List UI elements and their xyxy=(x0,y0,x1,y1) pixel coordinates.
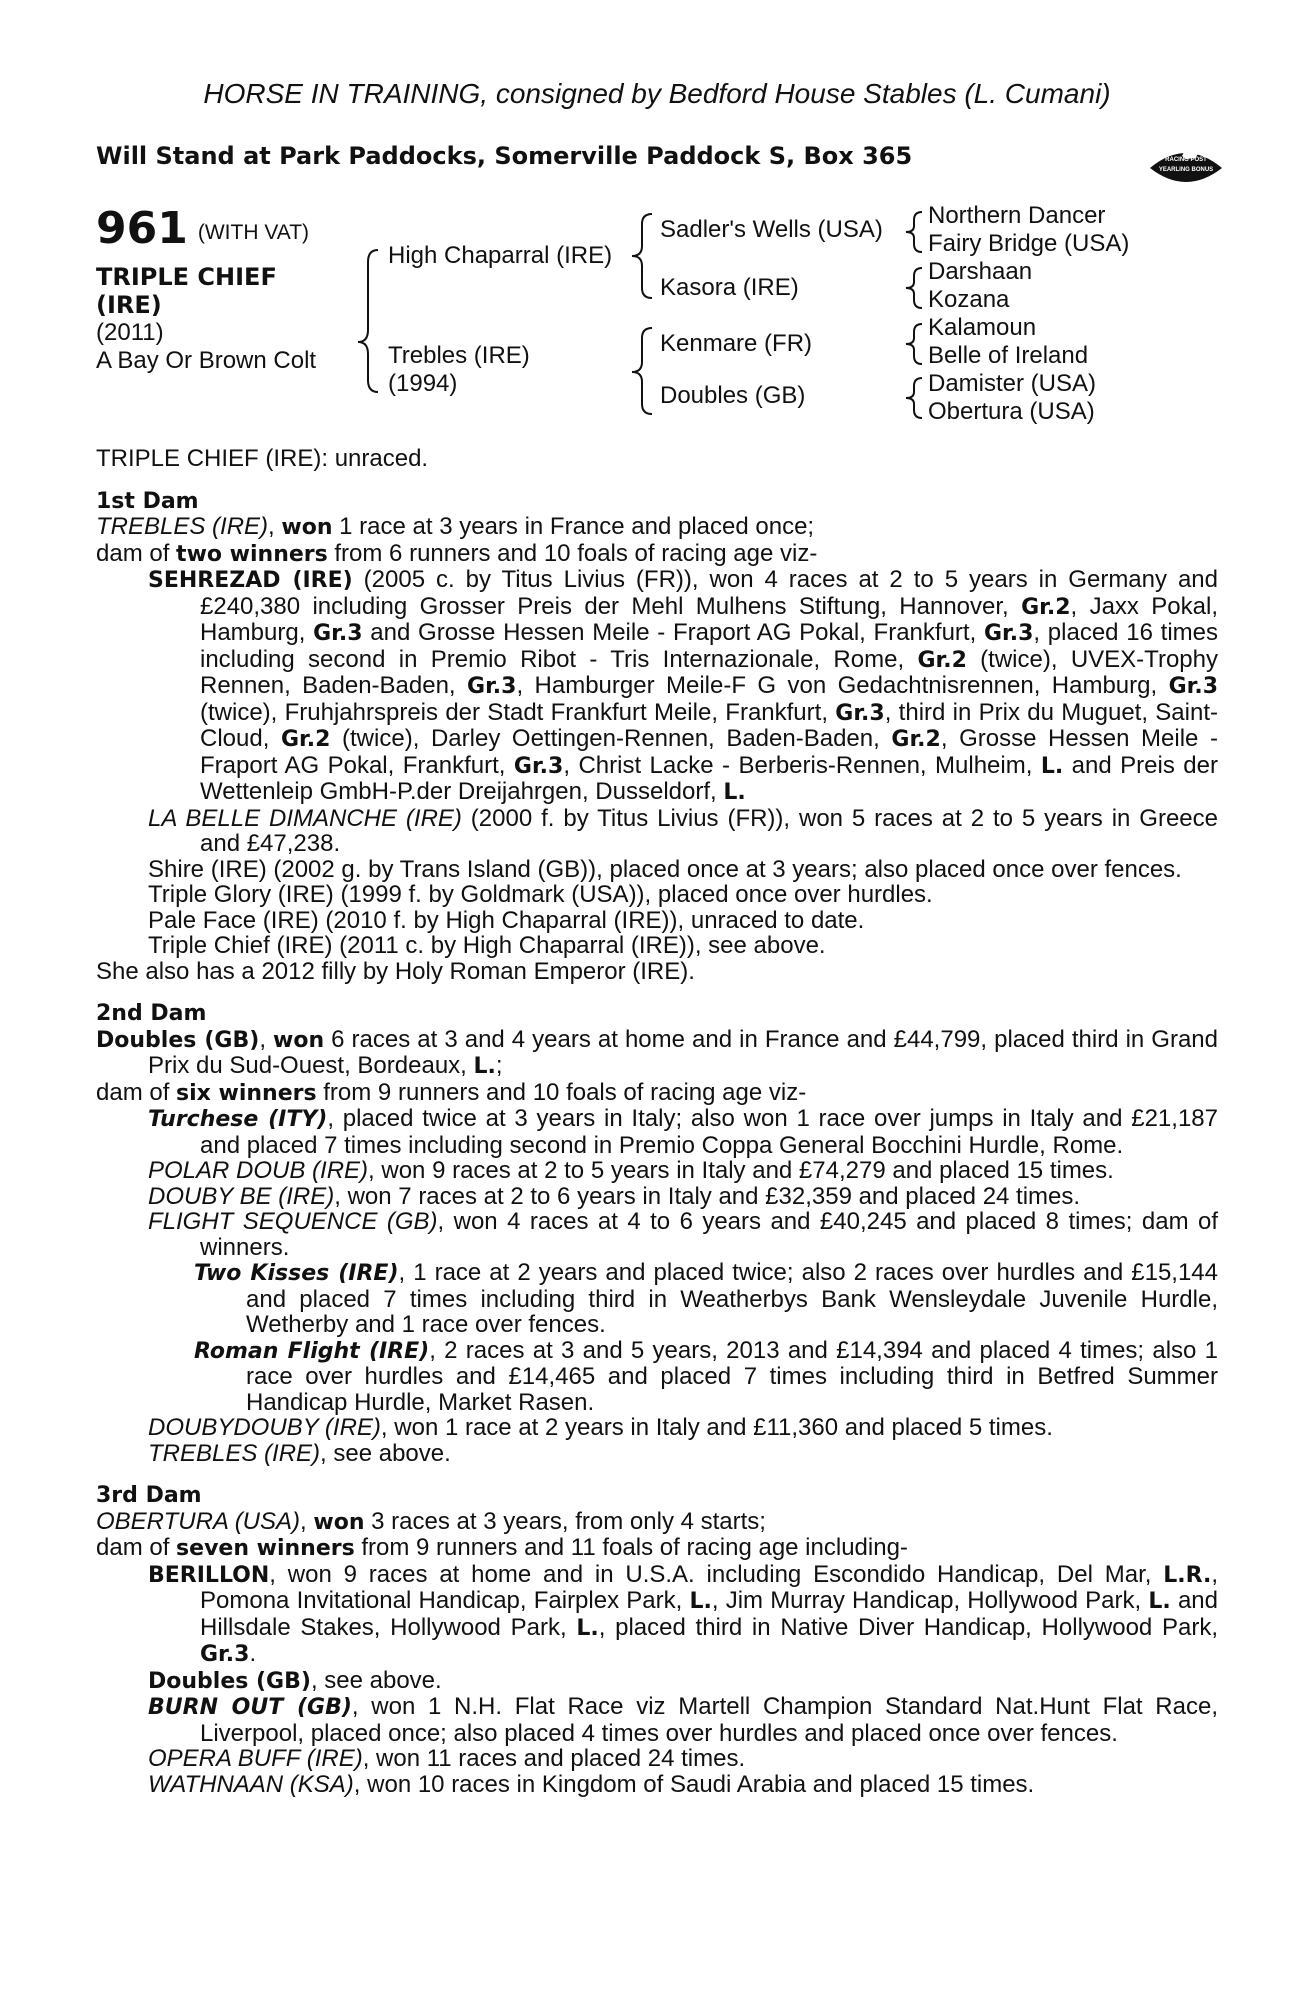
produce-roman-flight: Roman Flight (IRE), 2 races at 3 and 5 years, 2013 and £14,394 and placed 4 times; also 1 race over hurdles and £14,465 and placed 7 times including third in Betfred Summer Handicap Hurdle, Market Rasen. xyxy=(194,1336,1218,1416)
third-dam-heading: 3rd Dam xyxy=(96,1483,202,1508)
produce-flight-sequence: FLIGHT SEQUENCE (GB), won 4 races at 4 to 6 years and £40,245 and placed 8 times; dam of winners. xyxy=(148,1208,1218,1261)
third-dam-name: OBERTURA (USA) xyxy=(96,1507,301,1535)
bracket-g4 xyxy=(906,378,922,418)
produce-douby-be: DOUBY BE (IRE), won 7 races at 2 to 6 years in Italy and £32,359 and placed 24 times. xyxy=(148,1182,1081,1210)
bracket-g1 xyxy=(906,212,922,252)
horse-description: A Bay Or Brown Colt xyxy=(96,347,317,374)
produce-doubydouby: DOUBYDOUBY (IRE), won 1 race at 2 years in Italy and £11,360 and placed 5 times. xyxy=(148,1414,1053,1441)
race-status: TRIPLE CHIEF (IRE): unraced. xyxy=(96,445,429,472)
bracket-sire-dam xyxy=(358,250,378,392)
pedigree-dam-dam: Doubles (GB) xyxy=(660,382,806,409)
produce-opera-buff: OPERA BUFF (IRE), won 11 races and placed 24 times. xyxy=(148,1745,746,1772)
badge-middle-text: YEARLING BONUS xyxy=(1158,167,1214,173)
horse-name-line2: (IRE) xyxy=(96,291,162,319)
bracket-g3 xyxy=(906,324,922,364)
page-title: HORSE IN TRAINING, consigned by Bedford House Stables (L. Cumani) xyxy=(203,78,1111,109)
pedigree-g6: Belle of Ireland xyxy=(928,342,1089,369)
third-dam-produce: dam of seven winners from 9 runners and 11 foals of racing age including- xyxy=(96,1534,908,1561)
first-dam-heading: 1st Dam xyxy=(96,488,199,514)
second-dam-record: Doubles (GB), won 6 races at 3 and 4 years at home and in France and £44,799, placed third in Grand Prix du Sud-Ouest, Bordeaux, L.; xyxy=(96,1025,1219,1079)
bracket-dam xyxy=(632,328,652,414)
pedigree-g8: Obertura (USA) xyxy=(928,398,1095,425)
produce-la-belle-dimanche: LA BELLE DIMANCHE (IRE) (2000 f. by Titus Livius (FR)), won 5 races at 2 to 5 years in Greece and £47,238. xyxy=(148,804,1219,857)
race-record-text xyxy=(96,446,1218,1797)
produce-trebles: TREBLES (IRE), see above. xyxy=(148,1439,451,1467)
first-dam-winners: two winners xyxy=(176,541,328,567)
pedigree-brackets xyxy=(0,0,1314,440)
third-dam-record: OBERTURA (USA), won 3 races at 3 years, from only 4 starts; xyxy=(96,1507,766,1535)
pedigree-sire-dam: Kasora (IRE) xyxy=(660,274,799,301)
produce-triple-glory: Triple Glory (IRE) (1999 f. by Goldmark (USA)), placed once over hurdles. xyxy=(148,881,933,908)
produce-berillon: BERILLON, won 9 races at home and in U.S.A. including Escondido Handicap, Del Mar, L.R., Pomona Invitational Handicap, Fairplex Park, L., Jim Murray Handicap, Hollywood Park, L. and Hillsdale Stakes, Hollywood Park, L., placed third in Native Diver Handicap, Hollywood Park, Gr.3. xyxy=(148,1560,1218,1667)
produce-two-kisses: Two Kisses (IRE), 1 race at 2 years and placed twice; also 2 races over hurdles and £15,144 and placed 7 times including third in Weatherbys Bank Wensleydale Juvenile Hurdle, Wetherby and 1 race over fences. xyxy=(194,1259,1218,1338)
second-dam-heading: 2nd Dam xyxy=(96,1001,207,1026)
first-dam-also: She also has a 2012 filly by Holy Roman Emperor (IRE). xyxy=(96,957,695,985)
produce-pale-face: Pale Face (IRE) (2010 f. by High Chaparral (IRE)), unraced to date. xyxy=(148,906,865,934)
produce-burn-out: BURN OUT (GB), won 1 N.H. Flat Race viz Martell Champion Standard Nat.Hunt Flat Race, Liverpool, placed once; also placed 4 times over hurdles and placed once over fences. xyxy=(148,1693,1218,1747)
produce-doubles: Doubles (GB), see above. xyxy=(148,1666,442,1694)
second-dam-name: Doubles (GB) xyxy=(96,1027,260,1053)
pedigree-g2: Fairy Bridge (USA) xyxy=(928,230,1130,257)
badge-amount-text: £10,000 xyxy=(1171,185,1201,194)
stand-location: Will Stand at Park Paddocks, Somerville Paddock S, Box 365 xyxy=(96,142,913,170)
pedigree-sire-sire: Sadler's Wells (USA) xyxy=(660,216,883,243)
pedigree-g4: Kozana xyxy=(928,286,1010,313)
produce-sehrezad: SEHREZAD (IRE) (2005 c. by Titus Livius (FR)), won 4 races at 2 to 5 years in Germany and £240,380 including Grosser Preis der Mehl Mulhens Stiftung, Hannover, Gr.2, Jaxx Pokal, Hamburg, Gr.3 and Grosse Hessen Meile - Fraport AG Pokal, Frankfurt, Gr.3, placed 16 times including second in Premio Ribot - Tris Internazionale, Rome, Gr.2 (twice), UVEX-Trophy Rennen, Baden-Baden, Gr.3, Hamburger Meile-F G von Gedachtnisrennen, Hamburg, Gr.3 (twice), Fruhjahrspreis der Stadt Frankfurt Meile, Frankfurt, Gr.3, third in Prix du Muguet, Saint-Cloud, Gr.2 (twice), Darley Oettingen-Rennen, Baden-Baden, Gr.2, Grosse Hessen Meile - Fraport AG Pokal, Frankfurt, Gr.3, Christ Lacke - Berberis-Rennen, Mulheim, L. and Preis der Wettenleip GmbH-P.der Dreijahrgen, Dusseldorf, L. xyxy=(148,566,1219,805)
first-dam-won: won xyxy=(281,515,333,540)
produce-turchese: Turchese (ITY), placed twice at 3 years in Italy; also won 1 race over jumps in Italy and £21,187 and placed 7 times including second in Premio Coppa General Bocchini Hurdle, Rome. xyxy=(148,1105,1218,1159)
first-dam-produce: dam of two winners from 6 runners and 10 foals of racing age viz- xyxy=(96,539,818,567)
first-dam-record: TREBLES (IRE), won 1 race at 3 years in France and placed once; xyxy=(96,513,815,540)
produce-wathnaan: WATHNAAN (KSA), won 10 races in Kingdom of Saudi Arabia and placed 15 times. xyxy=(148,1770,1035,1798)
pedigree-g7: Damister (USA) xyxy=(928,370,1097,397)
bracket-g2 xyxy=(906,268,922,308)
second-dam-produce: dam of six winners from 9 runners and 10 foals of racing age viz- xyxy=(96,1078,807,1106)
vat-label: (WITH VAT) xyxy=(197,221,310,244)
pedigree-dam-year: (1994) xyxy=(388,370,458,397)
pedigree-g1: Northern Dancer xyxy=(928,202,1106,229)
pedigree-g3: Darshaan xyxy=(928,258,1033,285)
produce-shire: Shire (IRE) (2002 g. by Trans Island (GB)), placed once at 3 years; also placed once over fences. xyxy=(148,855,1182,883)
produce-polar-doub: POLAR DOUB (IRE), won 9 races at 2 to 5 years in Italy and £74,279 and placed 15 times. xyxy=(148,1157,1114,1184)
badge-top-text: RACING POST xyxy=(1165,157,1207,163)
pedigree-sire: High Chaparral (IRE) xyxy=(388,242,613,269)
horse-name-line1: TRIPLE CHIEF xyxy=(96,263,277,291)
bracket-sire xyxy=(632,214,652,298)
produce-triple-chief: Triple Chief (IRE) (2011 c. by High Chaparral (IRE)), see above. xyxy=(148,932,826,959)
foaling-year: (2011) xyxy=(96,319,164,346)
pedigree-dam-sire: Kenmare (FR) xyxy=(660,330,813,357)
lot-number: 961 xyxy=(96,203,188,254)
pedigree-g5: Kalamoun xyxy=(928,314,1037,341)
first-dam-name: TREBLES (IRE) xyxy=(96,513,269,540)
pedigree-dam: Trebles (IRE) xyxy=(388,342,530,369)
